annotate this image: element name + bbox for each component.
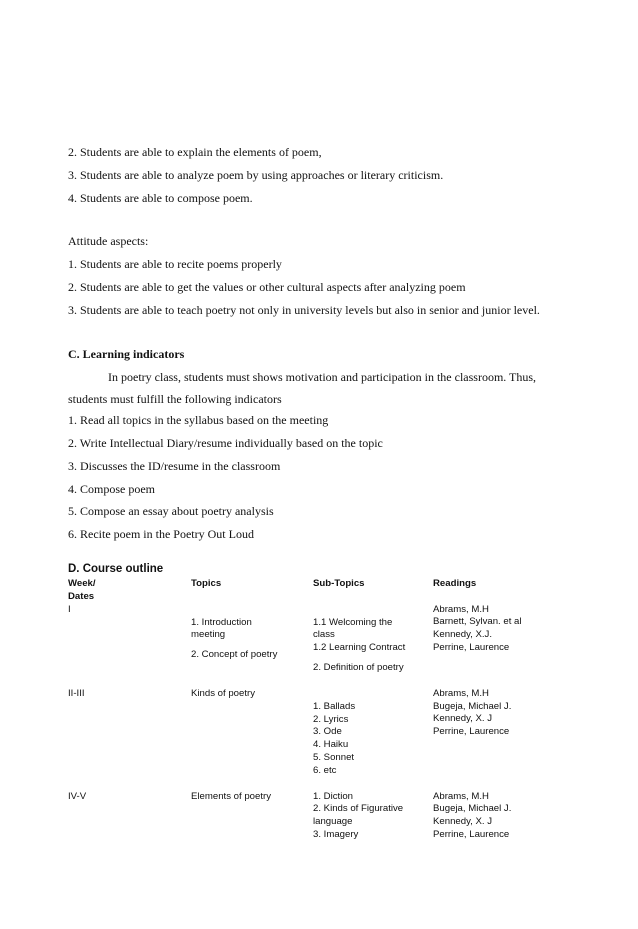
attitude-heading: Attitude aspects: (68, 234, 149, 248)
outcome-line: 2. Students are able to explain the elements of poem, (68, 145, 322, 159)
course-outline-table (68, 578, 588, 842)
cell-subtopics: 1. Ballads 2. Lyrics 3. Ode 4. Haiku 5. Sonnet 6. etc (313, 700, 356, 776)
header-subtopics: Sub-Topics (313, 578, 365, 589)
indicator-item: 5. Compose an essay about poetry analysis (68, 504, 274, 518)
outline-heading: D. Course outline (68, 563, 164, 575)
indicator-item: 1. Read all topics in the syllabus based on the meeting (68, 413, 329, 427)
header-topics: Topics (191, 578, 222, 589)
indicators-heading: C. Learning indicators (68, 347, 185, 361)
header-readings: Readings (433, 578, 477, 589)
cell-readings: Abrams, M.H Barnett, Sylvan. et al Kennedy, X.J. Perrine, Laurence (433, 603, 522, 653)
cell-week: II-III (68, 687, 85, 699)
cell-readings: Abrams, M.H Bugeja, Michael J. Kennedy, X. J Perrine, Laurence (433, 790, 512, 840)
cell-week: I (68, 603, 71, 615)
outcome-line: 4. Students are able to compose poem. (68, 191, 253, 205)
cell-subtopics: 1. Diction 2. Kinds of Figurative language 3. Imagery (313, 790, 404, 840)
cell-topics: Kinds of poetry (191, 687, 255, 699)
indicators-intro: In poetry class, students must shows motivation and participation in the classroom. Thus, (108, 370, 537, 384)
header-week: Week/ Dates (68, 578, 96, 602)
table-row (68, 688, 588, 778)
cell-week: IV-V (68, 790, 87, 802)
cell-topics: Elements of poetry (191, 790, 271, 802)
attitude-item: 1. Students are able to recite poems properly (68, 257, 282, 271)
table-row (68, 791, 588, 842)
table-row (68, 604, 588, 675)
attitude-item: 3. Students are able to teach poetry not only in university levels but also in senior and junior level. (68, 303, 540, 317)
indicators-intro: students must fulfill the following indicators (68, 392, 282, 406)
cell-topics: 1. Introduction meeting 2. Concept of poetry (191, 616, 278, 661)
table-header-row (68, 578, 588, 604)
cell-readings: Abrams, M.H Bugeja, Michael J. Kennedy, X. J Perrine, Laurence (433, 687, 512, 738)
attitude-item: 2. Students are able to get the values or other cultural aspects after analyzing poem (68, 280, 466, 294)
indicator-item: 2. Write Intellectual Diary/resume individually based on the topic (68, 436, 383, 450)
outcome-line: 3. Students are able to analyze poem by using approaches or literary criticism. (68, 168, 444, 182)
cell-subtopics: 1.1 Welcoming the class 1.2 Learning Contract 2. Definition of poetry (313, 616, 406, 673)
indicator-item: 3. Discusses the ID/resume in the classroom (68, 459, 281, 473)
indicator-item: 4. Compose poem (68, 482, 155, 496)
indicator-item: 6. Recite poem in the Poetry Out Loud (68, 527, 254, 541)
